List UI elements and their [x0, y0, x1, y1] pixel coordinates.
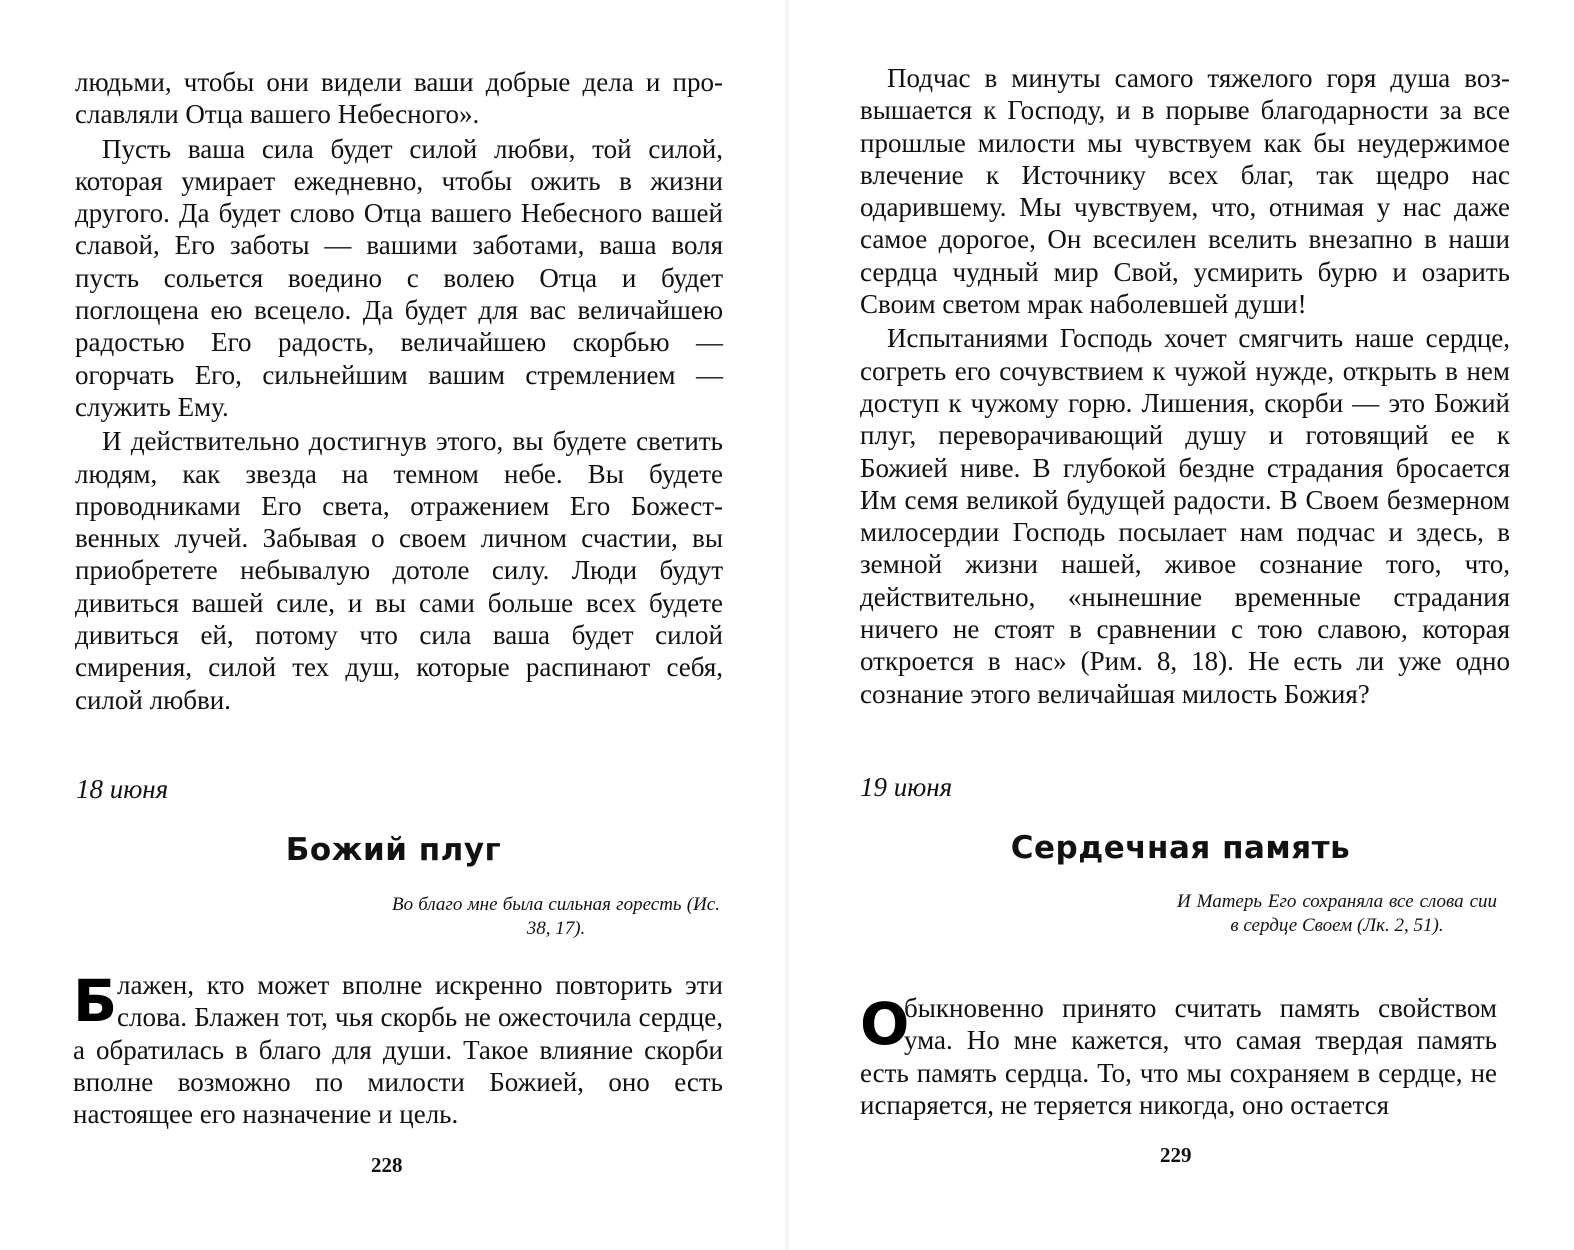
body-paragraph: Подчас в минуты самого тяжелого горя душа возвышается к Господу, и в порыве благодарности за все прошлые милости мы чувствуем как бы неудержимое влечение к Источнику всех благ, так щедро нас одарившему. Мы чувствуем, что, отнимая у нас даже самое дорогое, Он всесилен вселить внезапно в наши сердца чудный мир Свой, усмирить бурю и озарить Своим светом мрак наболевшей души!: [860, 63, 1510, 320]
chapter-title: Сердечная память: [1010, 830, 1351, 866]
epigraph: И Матерь Его сохраняла все слова сии в сердце Своем (Лк. 2, 51).: [1177, 891, 1497, 936]
left-page-body: [75, 66, 723, 718]
body-paragraph: людьми, чтобы они видели ваши добрые дела и прославляли Отца вашего Небесного».: [75, 67, 723, 130]
entry-date: 19 июня: [860, 772, 953, 802]
right-page: [787, 0, 1574, 1250]
drop-cap: О: [860, 990, 910, 1058]
body-paragraph: И действительно достигнув этого, вы будете светить людям, как звезда на темном небе. Вы будете проводниками Его света, отражением Его Божественных лучей. Забывая о своем личном счастии, вы приобретете небывалую дотоле силу. Люди будут дивиться вашей силе, и вы сами больше всех будете дивиться ей, потому что сила ваша будет силой смирения, силой тех душ, которые распинают себя, силой любви.: [75, 426, 723, 715]
page-number: 228: [371, 1153, 403, 1177]
intro-text: лажен, кто может вполне искренно повторить эти слова. Блажен тот, чья скорбь не ожесточила сердце, а обратилась в благо для души. Такое влияние скорби вполне возможно по милости Божией, оно есть настоящее его назначение и цель.: [73, 970, 723, 1130]
entry-date: 18 июня: [76, 774, 169, 804]
intro-text: быкновенно принято считать память свойством ума. Но мне кажется, что самая твердая память есть память сердца. То, что мы сохраняем в сердце, не испаряется, не теряется никогда, оно остается: [860, 993, 1497, 1120]
chapter-intro: [860, 992, 1497, 1121]
drop-cap: Б: [73, 967, 118, 1035]
body-paragraph: Пусть ваша сила будет силой любви, той силой, которая умирает ежедневно, чтобы ожить в жизни другого. Да будет слово Отца вашего Небесного вашей славой, Его заботы — вашими заботами, ваша воля пусть сольется воедино с волею Отца и будет поглощена ею всецело. Да будет для вас величайшею радостью Его радость, величайшею скорбью — огорчать Его, сильнейшим вашим стремлением — служить Ему.: [75, 133, 723, 422]
chapter-title: Божий плуг: [285, 832, 502, 868]
epigraph: Во благо мне была сильная горесть (Ис. 38, 17).: [392, 894, 720, 939]
page-number: 229: [1160, 1143, 1192, 1167]
chapter-intro: [73, 969, 723, 1130]
right-page-body: [860, 62, 1510, 712]
body-paragraph: Испытаниями Господь хочет смягчить наше сердце, согреть его сочувствием к чужой нужде, открыть в нем доступ к чужому горю. Лишения, скорби — это Божий плуг, переворачивающий душу и готовящий ее к Божией ниве. В глубокой бездне страдания бросается Им семя великой будущей радости. В Своем безмерном милосердии Господь посылает нам подчас и здесь, в земной жизни нашей, живое сознание того, что, действительно, «нынешние временные страдания ничего не стоят в сравнении с тою славою, которая откроется в нас» (Рим. 8, 18). Не есть ли уже одно сознание этого величайшая милость Божия?: [860, 323, 1510, 709]
